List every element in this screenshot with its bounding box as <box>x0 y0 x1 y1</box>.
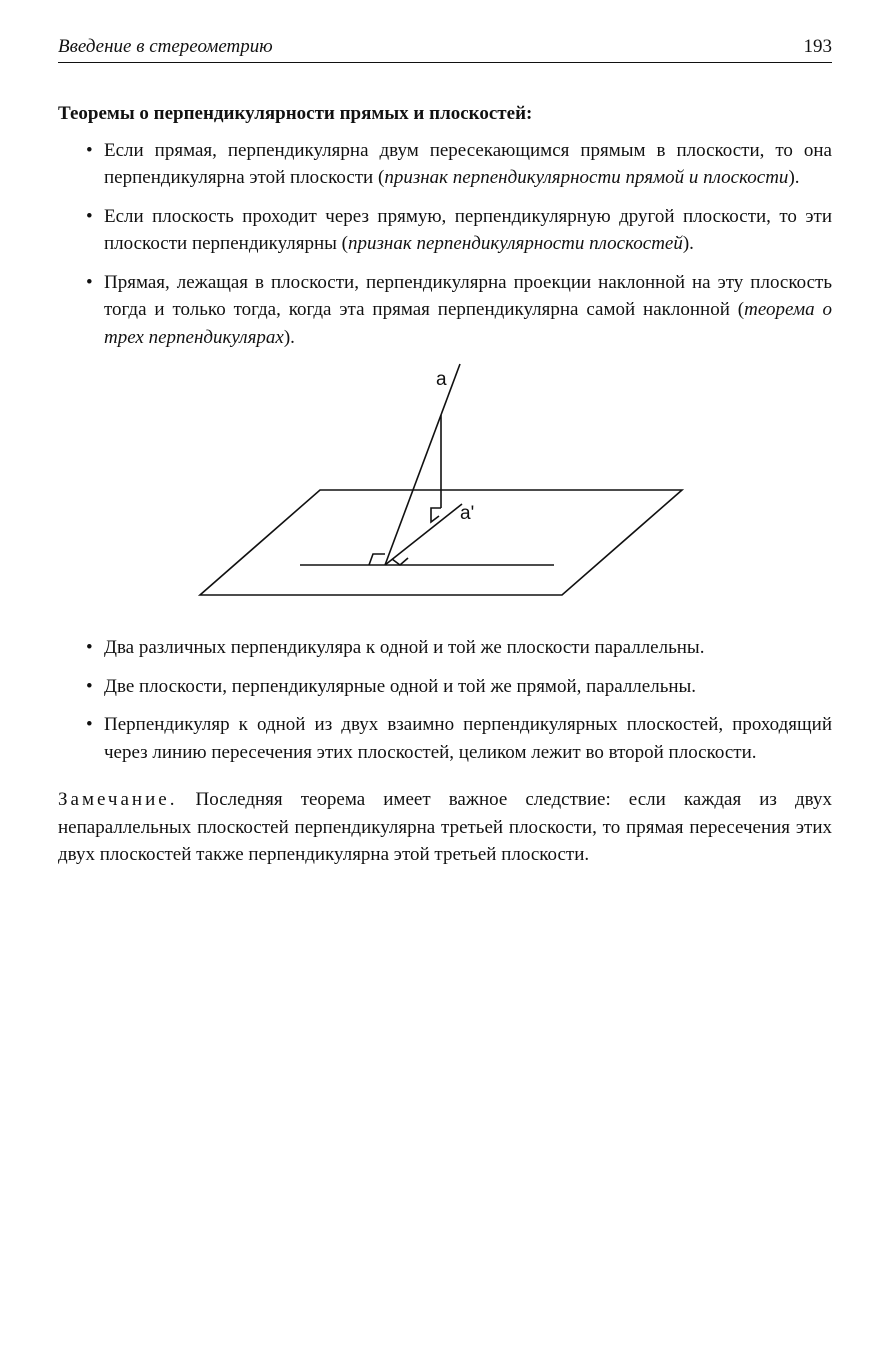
theorem-item <box>58 711 832 766</box>
page-number: 193 <box>803 36 832 57</box>
theorem-name: признак перпендикулярности плоскостей <box>348 233 683 254</box>
theorem-item <box>58 269 832 352</box>
theorem-text: Прямая, лежащая в плоскости, перпендикулярна проекции наклонной на эту плоскость тогда и только тогда, когда эта прямая перпендикулярна самой наклонной ( <box>104 271 832 320</box>
bullet-icon: • <box>86 205 93 227</box>
page-content <box>58 100 832 888</box>
theorem-text: Две плоскости, перпендикулярные одной и той же прямой, параллельны. <box>104 675 697 697</box>
theorem-text: Если прямая, перпендикулярна двум пересекающимся прямым в плоскости, то она перпендикулярна этой плоскости ( <box>104 139 832 188</box>
page-header <box>58 36 832 63</box>
theorem-list-top <box>58 137 832 352</box>
right-angle-mark-proj <box>392 558 408 565</box>
remark-paragraph <box>58 786 832 869</box>
section-title: Теоремы о перпендикулярности прямых и плоскостей: <box>58 103 533 124</box>
remark-text: Последняя теорема имеет важное следствие: если каждая из двух непараллельных плоскостей перпендикулярна третьей плоскости, то прямая пересечения этих двух плоскостей также перпендикулярна этой третьей плоскости. <box>58 789 832 865</box>
theorem-name: теорема о трех перпендикулярах <box>104 299 832 348</box>
theorem-name: признак перпендикулярности прямой и плоскости <box>384 167 789 188</box>
theorem-item <box>58 673 832 701</box>
bullet-icon: • <box>86 714 93 735</box>
bullet-icon: • <box>86 139 93 161</box>
theorem-item <box>58 634 832 662</box>
running-title: Введение в стереометрию <box>58 36 273 57</box>
bullet-icon: • <box>86 675 93 697</box>
three-perpendiculars-figure <box>58 362 832 624</box>
theorem-text: Два различных перпендикуляра к одной и той же плоскости параллельны. <box>104 637 705 658</box>
right-angle-mark-top <box>431 508 441 522</box>
theorem-tail: ). <box>788 167 800 188</box>
theorem-list-bottom <box>58 634 832 766</box>
theorem-tail: ). <box>283 326 295 348</box>
label-a: a <box>436 369 447 390</box>
theorem-text: Перпендикуляр к одной из двух взаимно перпендикулярных плоскостей, проходящий через линию пересечения этих плоскостей, целиком лежит во второй плоскости. <box>104 714 832 763</box>
theorem-item <box>58 137 832 192</box>
bullet-icon: • <box>86 271 93 293</box>
theorem-item <box>58 203 832 258</box>
right-angle-mark-a <box>369 554 385 565</box>
theorem-text: Если плоскость проходит через прямую, перпендикулярную другой плоскости, то эти плоскости перпендикулярны ( <box>104 205 832 254</box>
figure-drawing <box>58 362 832 624</box>
label-a-prime: a' <box>460 503 475 524</box>
theorem-tail: ). <box>682 233 694 254</box>
bullet-icon: • <box>86 637 93 658</box>
remark-label: Замечание. <box>58 789 178 810</box>
